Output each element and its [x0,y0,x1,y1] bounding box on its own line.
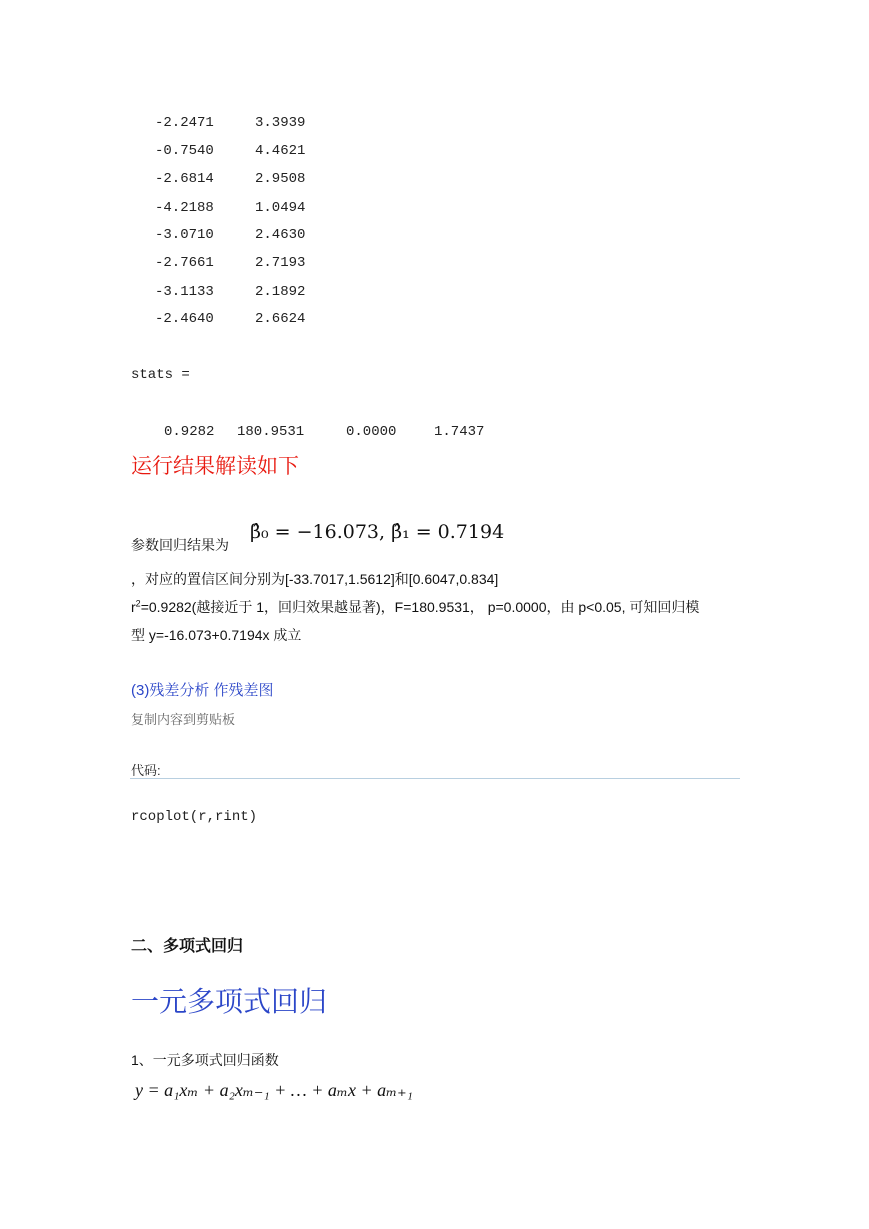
params-label: 参数回归结果为 [131,537,229,553]
matrix-row [155,311,306,327]
matrix-cell: 2.9508 [255,171,306,187]
matrix-cell: 4.4621 [255,143,306,159]
matrix-cell: -2.4640 [155,311,214,327]
code-block: rcoplot(r,rint) [131,809,258,825]
matrix-cell: -3.1133 [155,284,214,300]
stats-values [0,424,869,444]
stats-value: 180.9531 [237,424,305,440]
r-line-text: =0.9282(越接近于 1，回归效果越显著)，F=180.9531， p=0.0000，由 p<0.05, 可知回归模 [140,599,700,615]
matrix-cell: 1.0494 [255,200,306,216]
matrix-cell: 2.4630 [255,227,306,243]
stats-label: stats = [131,367,190,383]
matrix-row [155,227,306,243]
matrix-cell: 3.3939 [255,115,306,131]
matrix-row [155,143,306,159]
r-superscript: 2 [135,598,141,609]
params-formula: β̂₀ = −16.073, β̂₁ = 0.7194 [250,521,505,543]
code-divider [130,778,740,779]
copy-to-clipboard-link[interactable]: 复制内容到剪贴板 [131,712,236,727]
r-symbol: r [131,599,136,615]
stats-value: 1.7437 [434,424,485,440]
code-label: 代码: [131,763,161,778]
stats-value: 0.9282 [164,424,215,440]
matrix-cell: -2.7661 [155,255,214,271]
matrix-row [155,284,306,300]
matrix-cell: -2.2471 [155,115,214,131]
subsection-heading: 1、一元多项式回归函数 [131,1052,279,1068]
big-heading: 一元多项式回归 [131,986,328,1017]
matrix-cell: -3.0710 [155,227,214,243]
matrix-cell: 2.6624 [255,311,306,327]
matrix-cell: -2.6814 [155,171,214,187]
matrix-cell: 2.1892 [255,284,306,300]
confidence-interval-line: ，对应的置信区间分别为[-33.7017,1.5612]和[0.6047,0.834] [131,571,499,587]
matrix-cell: 2.7193 [255,255,306,271]
section-heading: 二、多项式回归 [131,938,244,955]
model-line: 型 y=-16.073+0.7194x 成立 [131,627,302,643]
matrix-row [155,115,306,131]
matrix-row [155,200,306,216]
matrix-cell: -4.2188 [155,200,214,216]
stats-value: 0.0000 [346,424,397,440]
matrix-row [155,171,306,187]
matrix-row [155,255,306,271]
matrix-cell: -0.7540 [155,143,214,159]
residual-heading: (3)残差分析 作残差图 [131,682,274,699]
interpretation-heading: 运行结果解读如下 [131,455,299,478]
polynomial-formula: y = a₁xₘ + a₂xₘ₋₁ + … + aₘx + aₘ₊₁ [135,1080,413,1100]
r-squared-line [131,597,699,617]
